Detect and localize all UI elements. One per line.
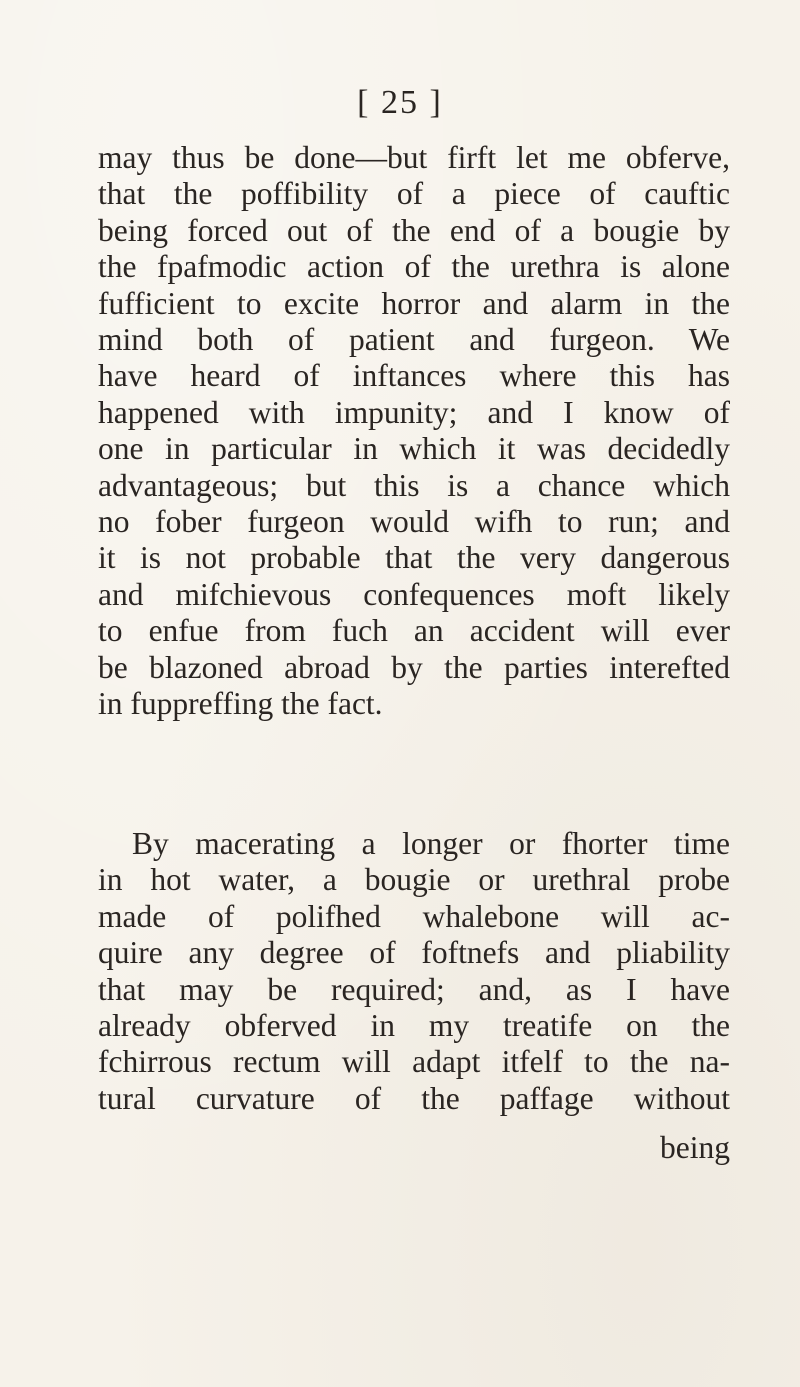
text-line: and mifchievous confequences moft likely — [98, 576, 730, 612]
text-line: in hot water, a bougie or urethral probe — [98, 862, 730, 898]
text-line: have heard of inftances where this has — [98, 358, 730, 394]
text-line: no fober furgeon would wifh to run; and — [98, 504, 730, 540]
paragraph-2 — [98, 826, 730, 1117]
text-line: fufficient to excite horror and alarm in the — [98, 285, 730, 321]
text-line: the fpafmodic action of the urethra is alone — [98, 249, 730, 285]
paragraph-1 — [98, 140, 730, 723]
text-line: advantageous; but this is a chance which — [98, 467, 730, 503]
text-line: may thus be done—but firft let me obferve, — [98, 140, 730, 175]
text-line: already obferved in my treatife on the — [98, 1008, 730, 1044]
text-line: in fuppreffing the fact. — [98, 686, 383, 722]
text-line: that may be required; and, as I have — [98, 971, 730, 1007]
text-line: happened with impunity; and I know of — [98, 394, 730, 430]
page-number: [ 25 ] — [357, 84, 443, 121]
text-line: be blazoned abroad by the parties interefted — [98, 649, 730, 685]
catchword: being — [660, 1130, 730, 1165]
text-line: made of polifhed whalebone will ac- — [98, 898, 730, 934]
text-line: mind both of patient and furgeon. We — [98, 322, 730, 358]
text-line: By macerating a longer or fhorter time — [132, 826, 730, 861]
text-line: it is not probable that the very dangerous — [98, 540, 730, 576]
text-line: fchirrous rectum will adapt itfelf to the na- — [98, 1044, 730, 1080]
text-line: that the poffibility of a piece of cauftic — [98, 176, 730, 212]
text-line: being forced out of the end of a bougie by — [98, 212, 730, 248]
text-line: to enfue from fuch an accident will ever — [98, 613, 730, 649]
text-line: one in particular in which it was decidedly — [98, 431, 730, 467]
text-line: quire any degree of foftnefs and pliability — [98, 935, 730, 971]
text-line: tural curvature of the paffage without — [98, 1080, 730, 1116]
